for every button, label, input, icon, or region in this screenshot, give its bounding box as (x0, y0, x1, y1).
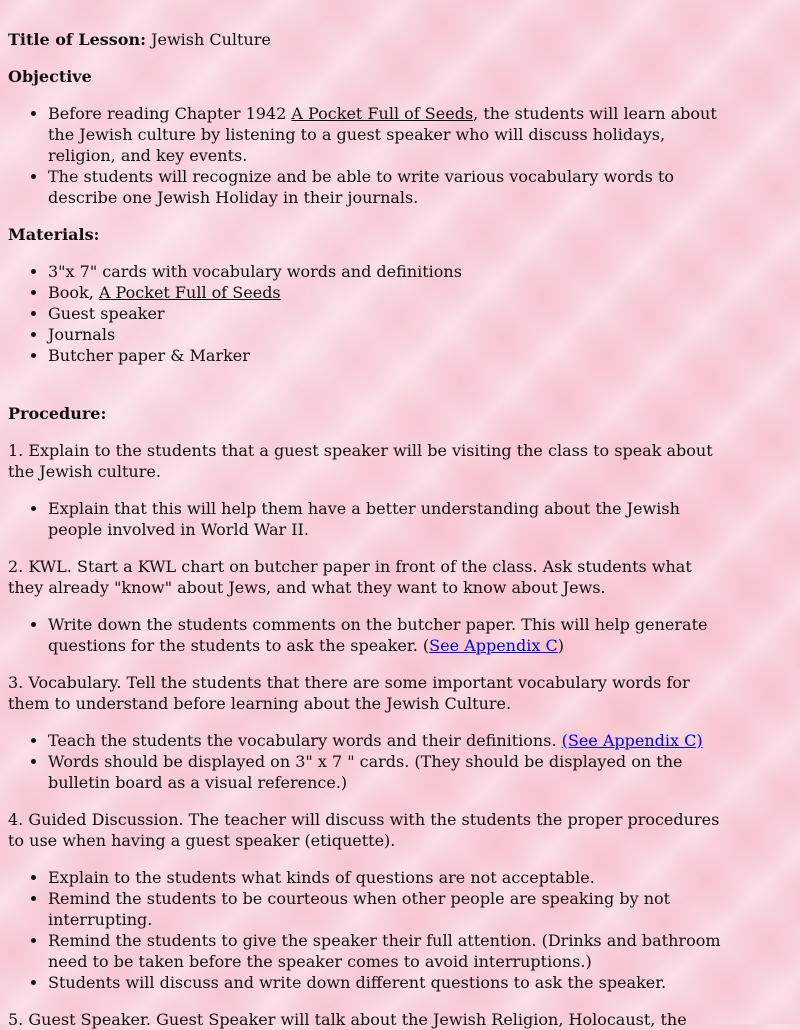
procedure-step-1 (8, 440, 800, 482)
bullet-text: Teach the students the vocabulary words and their definitions. (48, 731, 562, 750)
appendix-c-link[interactable]: (See Appendix C) (561, 731, 703, 750)
procedure-step-2 (8, 556, 800, 598)
objective-text: religion, and key events. (48, 146, 248, 165)
lesson-title (8, 29, 800, 50)
step-text: 3. Vocabulary. Tell the students that there are some important vocabulary words for (8, 673, 690, 692)
objective-text: the Jewish culture by listening to a guest speaker who will discuss holidays, (48, 125, 666, 144)
materials-list (8, 261, 800, 366)
objective-text: describe one Jewish Holiday in their journals. (48, 188, 419, 207)
material-item: • 3"x 7" cards with vocabulary words and definitions (48, 261, 800, 282)
step-bullet (48, 867, 800, 888)
appendix-c-link[interactable]: See Appendix C (429, 636, 558, 655)
objective-heading: Objective (8, 67, 92, 86)
step-bullet (48, 972, 800, 993)
step-text: to use when having a guest speaker (etiquette). (8, 831, 396, 850)
step-4-bullets (8, 867, 800, 993)
book-title: A Pocket Full of Seeds (291, 104, 474, 123)
step-text: 2. KWL. Start a KWL chart on butcher paper in front of the class. Ask students what (8, 557, 692, 576)
spacer (8, 382, 800, 403)
bullet-text: Explain to the students what kinds of questions are not acceptable. (48, 868, 595, 887)
material-text: Book, (48, 283, 99, 302)
bullet-text: Remind the students to be courteous when other people are speaking by not (48, 889, 671, 908)
objective-text: Before reading Chapter 1942 (48, 104, 292, 123)
bullet-text: interrupting. (48, 910, 153, 929)
step-text: 5. Guest Speaker. Guest Speaker will talk about the Jewish Religion, Holocaust, the (8, 1010, 687, 1029)
step-bullet (48, 930, 800, 972)
material-item: • Guest speaker (48, 303, 800, 324)
bullet-text: need to be taken before the speaker comes to avoid interruptions.) (48, 952, 592, 971)
bullet-text: questions for the students to ask the speaker. ( (48, 636, 430, 655)
bullet-text: Write down the students comments on the butcher paper. This will help generate (48, 615, 708, 634)
material-item: • Journals (48, 324, 800, 345)
step-bullet (48, 751, 800, 793)
book-title: A Pocket Full of Seeds (98, 283, 281, 302)
materials-heading: Materials: (8, 225, 100, 244)
step-bullet (48, 614, 800, 656)
procedure-heading: Procedure: (8, 404, 107, 423)
step-bullet (48, 498, 800, 540)
bullet-text: bulletin board as a visual reference.) (48, 773, 348, 792)
step-text: 1. Explain to the students that a guest speaker will be visiting the class to speak about (8, 441, 713, 460)
objective-item (48, 166, 800, 208)
bullet-text: people involved in World War II. (48, 520, 309, 539)
procedure-step-3 (8, 672, 800, 714)
bullet-text: Explain that this will help them have a better understanding about the Jewish (48, 499, 680, 518)
step-3-bullets (8, 730, 800, 793)
step-bullet (48, 888, 800, 930)
bullet-text: Words should be displayed on 3" x 7 " cards. (They should be displayed on the (48, 752, 683, 771)
lesson-title-label: Title of Lesson: (8, 30, 146, 49)
step-text: the Jewish culture. (8, 462, 161, 481)
procedure-step-4 (8, 809, 800, 851)
step-text: 4. Guided Discussion. The teacher will discuss with the students the proper procedures (8, 810, 720, 829)
objective-text: The students will recognize and be able to write various vocabulary words to (48, 167, 675, 186)
bullet-text: Remind the students to give the speaker their full attention. (Drinks and bathroom (48, 931, 721, 950)
objective-list (8, 103, 800, 208)
bullet-text: ) (557, 636, 564, 655)
bullet-text: Students will discuss and write down different questions to ask the speaker. (48, 973, 667, 992)
procedure-step-5 (8, 1009, 800, 1030)
step-2-bullets (8, 614, 800, 656)
objective-text: , the students will learn about (473, 104, 717, 123)
step-text: them to understand before learning about the Jewish Culture. (8, 694, 512, 713)
material-item (48, 282, 800, 303)
objective-item (48, 103, 800, 166)
step-text: they already "know" about Jews, and what they want to know about Jews. (8, 578, 606, 597)
step-1-bullets (8, 498, 800, 540)
material-item: • Butcher paper & Marker (48, 345, 800, 366)
step-bullet (48, 730, 800, 751)
lesson-title-value: Jewish Culture (151, 30, 271, 49)
